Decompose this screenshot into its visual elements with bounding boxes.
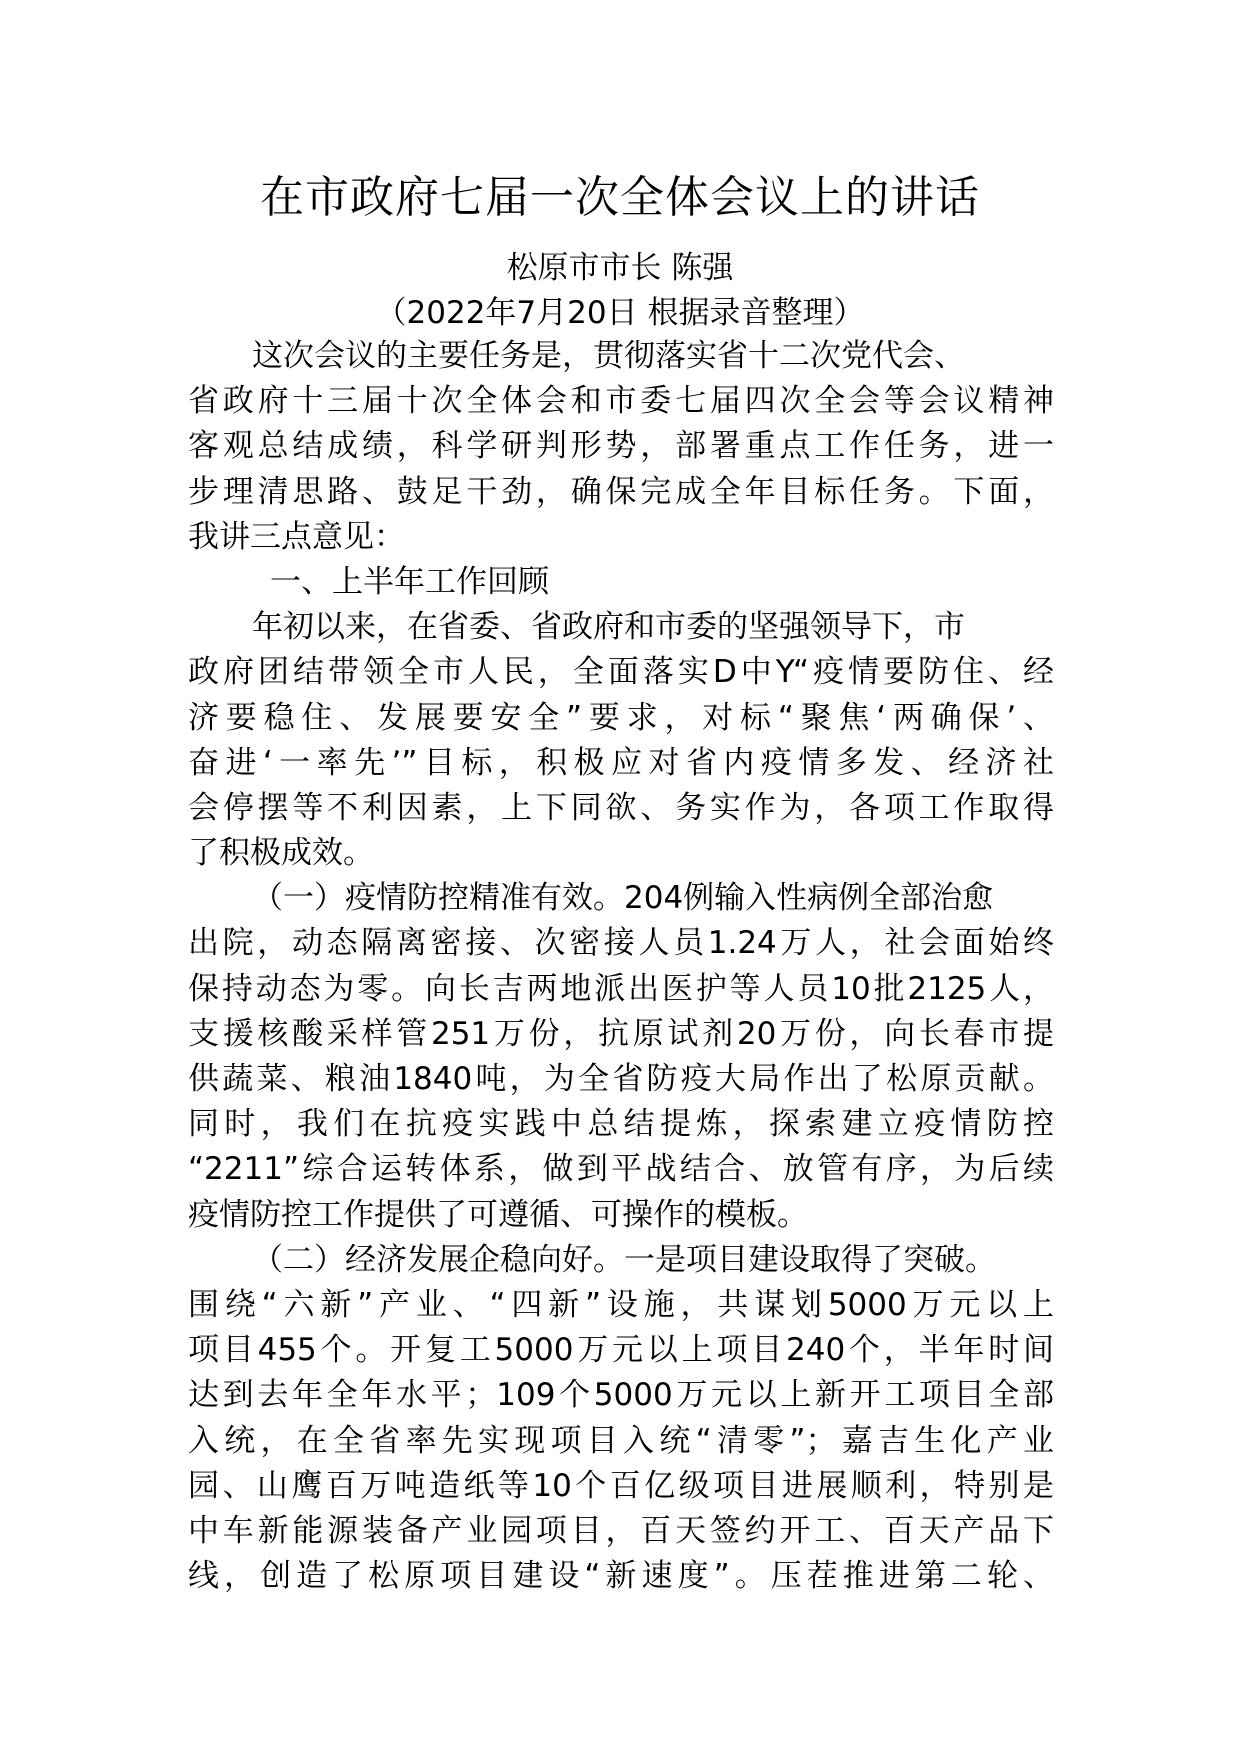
body-line: 了积极成效。 <box>188 835 374 872</box>
body-line: 达到去年全年水平；109个5000万元以上新开工项目全部 <box>188 1377 1054 1414</box>
body-line: 出院，动态隔离密接、次密接人员1.24万人，社会面始终 <box>188 925 1054 962</box>
document-author: 松原市市长 陈强 <box>506 250 734 286</box>
body-line: 省政府十三届十次全体会和市委七届四次全会等会议精神 <box>188 383 1054 420</box>
body-line: 同时，我们在抗疫实践中总结提炼，探索建立疫情防控 <box>188 1106 1054 1143</box>
body-line: 围绕“六新”产业、“四新”设施，共谋划5000万元以上 <box>188 1286 1054 1323</box>
body-line: 入统，在全省率先实现项目入统“清零”；嘉吉生化产业 <box>188 1422 1054 1459</box>
body-line: 疫情防控工作提供了可遵循、可操作的模板。 <box>188 1196 808 1233</box>
body-line: 供蔬菜、粮油1840吨，为全省防疫大局作出了松原贡献。 <box>188 1061 1054 1097</box>
body-line: “2211”综合运转体系，做到平战结合、放管有序，为后续 <box>188 1151 1054 1188</box>
body-line: 线，创造了松原项目建设“新速度”。压茬推进第二轮、 <box>188 1558 1054 1595</box>
document-title: 在市政府七届一次全体会议上的讲话 <box>260 172 980 223</box>
body-line: 我讲三点意见： <box>188 518 405 555</box>
body-line: 客观总结成绩，科学研判形势，部署重点工作任务，进一 <box>188 428 1054 465</box>
body-line: 园、山鹰百万吨造纸等10个百亿级项目进展顺利，特别是 <box>188 1467 1054 1504</box>
body-line: 项目455个。开复工5000万元以上项目240个，半年时间 <box>188 1332 1054 1369</box>
body-line: 济要稳住、发展要安全”要求，对标“聚焦‘两确保’、 <box>188 699 1054 736</box>
body-line: 步理清思路、鼓足干劲，确保完成全年目标任务。下面， <box>188 473 1054 510</box>
document-body <box>188 334 1054 1599</box>
body-line: 年初以来，在省委、省政府和市委的坚强领导下，市 <box>252 609 965 646</box>
document-date-note: （2022年7月20日 根据录音整理） <box>375 295 865 331</box>
body-line: 中车新能源装备产业园项目，百天签约开工、百天产品下 <box>188 1512 1054 1549</box>
body-line: （二）经济发展企稳向好。一是项目建设取得了突破。 <box>252 1241 996 1278</box>
body-line: 这次会议的主要任务是，贯彻落实省十二次党代会、 <box>252 338 965 374</box>
body-line: （一）疫情防控精准有效。204例输入性病例全部治愈 <box>252 880 994 917</box>
section-heading: 一、上半年工作回顾 <box>270 563 549 600</box>
body-line: 会停摆等不利因素，上下同欲、务实作为，各项工作取得 <box>188 789 1054 826</box>
body-line: 奋进‘一率先’”目标，积极应对省内疫情多发、经济社 <box>188 744 1054 781</box>
body-line: 支援核酸采样管251万份，抗原试剂20万份，向长春市提 <box>188 1015 1054 1052</box>
body-line: 保持动态为零。向长吉两地派出医护等人员10批2125人， <box>188 970 1054 1007</box>
body-line: 政府团结带领全市人民，全面落实D中Y“疫情要防住、经 <box>188 654 1054 691</box>
